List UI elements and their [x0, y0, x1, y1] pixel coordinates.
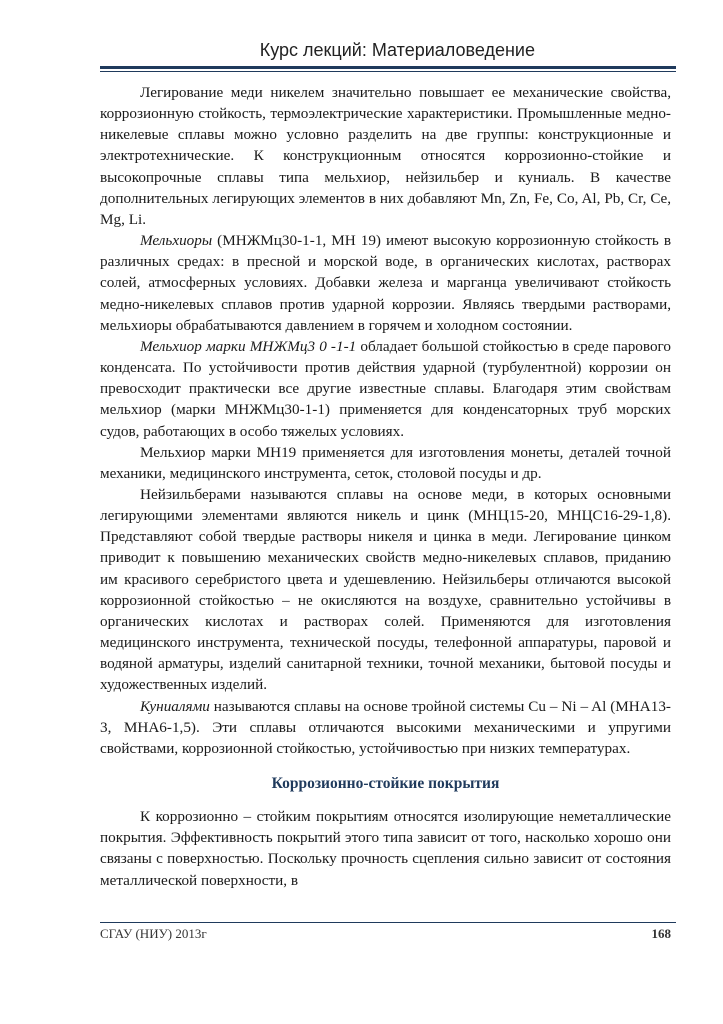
footer-institution: СГАУ (НИУ) 2013г: [100, 926, 207, 941]
paragraph-cunial: [100, 696, 671, 759]
term-melchior: Мельхиоры: [140, 232, 213, 250]
paragraph-melchior-text: (МНЖМц30-1-1, МН 19) имеют высокую коррозионную стойкость в различных средах: в пресной и морской воде, в органических кислотах, растворах солей, атмосферных условиях. Добавки железа и марганца увеличивают стойкость медно-никелевых сплавов против ударной коррозии. Являясь твердыми растворами, мельхиоры обрабатываются давлением в горячем и холодном состоянии.: [100, 232, 671, 334]
header-rule-thick: [100, 66, 676, 69]
paragraph-melchior-grade-text: обладает большой стойкостью в среде парового конденсата. По устойчивости против действия ударной (турбулентной) коррозии он превосходит практически все другие известные сплавы. Благодаря этим свойствам мельхиор (марки МНЖМц30-1-1) применяется для конденсаторных труб морских судов, работающих в особо тяжелых условиях.: [100, 337, 671, 440]
paragraph-melchior-grade: [100, 336, 671, 442]
paragraph-cunial-text: называются сплавы на основе тройной системы Cu – Ni – Al (МНА13-3, МНА6-1,5). Эти сплавы отличаются высокими механическими и упругими свойствами, коррозионной стойкостью, устойчивостью при низких температурах.: [100, 697, 671, 757]
document-body: [100, 82, 671, 891]
page-number: 168: [651, 926, 671, 941]
section-heading: Коррозионно-стойкие покрытия: [271, 775, 500, 792]
paragraph-nickel-silver: Нейзильберами называются сплавы на основе меди, в которых основными легирующими элементами являются никель и цинк (МНЦ15-20, МНЦС16-29-1,8). Представляют собой твердые растворы никеля и цинка в меди. Легирование цинком приводит к повышению механических свойств медно-никелевых сплавов, приданию им красивого серебристого цвета и удешевлению. Нейзильберы отличаются высокой коррозионной стойкостью – не окисляются на воздухе, сравнительно устойчивы в органических кислотах и растворах солей. Применяются для изготовления медицинского инструмента, технической посуды, телефонной аппаратуры, паровой и водяной арматуры, изделий санитарной техники, точной механики, бытовой посуды и художественных изделий.: [100, 485, 671, 694]
paragraph-copper-nickel-alloying: Легирование меди никелем значительно повышает ее механические свойства, коррозионную стойкость, термоэлектрические характеристики. Промышленные медно-никелевые сплавы можно условно разделить на две группы: конструкционные и электротехнические. К конструкционным относятся коррозионно-стойкие и высокопрочные сплавы типа мельхиор, нейзильбер и куниаль. В качестве дополнительных легирующих элементов в них добавляют Mn, Zn, Fe, Co, Al, Pb, Cr, Ce, Mg, Li.: [100, 84, 671, 228]
footer-rule: [100, 922, 676, 923]
term-cunial: Куниалями: [140, 697, 210, 715]
paragraph-melchior: [100, 230, 671, 336]
paragraph-coatings: К коррозионно – стойким покрытиям относятся изолирующие неметаллические покрытия. Эффективность покрытий этого типа зависит от того, насколько хорошо они связаны с поверхностью. Поскольку прочность сцепления сильно зависит от состояния металлической поверхности, в: [100, 808, 671, 889]
header-rule-thin: [100, 71, 676, 72]
page-header-title: Курс лекций: Материаловедение: [259, 40, 535, 60]
term-melchior-grade: Мельхиор марки МНЖМц3 0 -1-1: [140, 337, 357, 355]
paragraph-melchior-mn19: Мельхиор марки МН19 применяется для изготовления монеты, деталей точной механики, медицинского инструмента, сеток, столовой посуды и др.: [100, 443, 671, 482]
